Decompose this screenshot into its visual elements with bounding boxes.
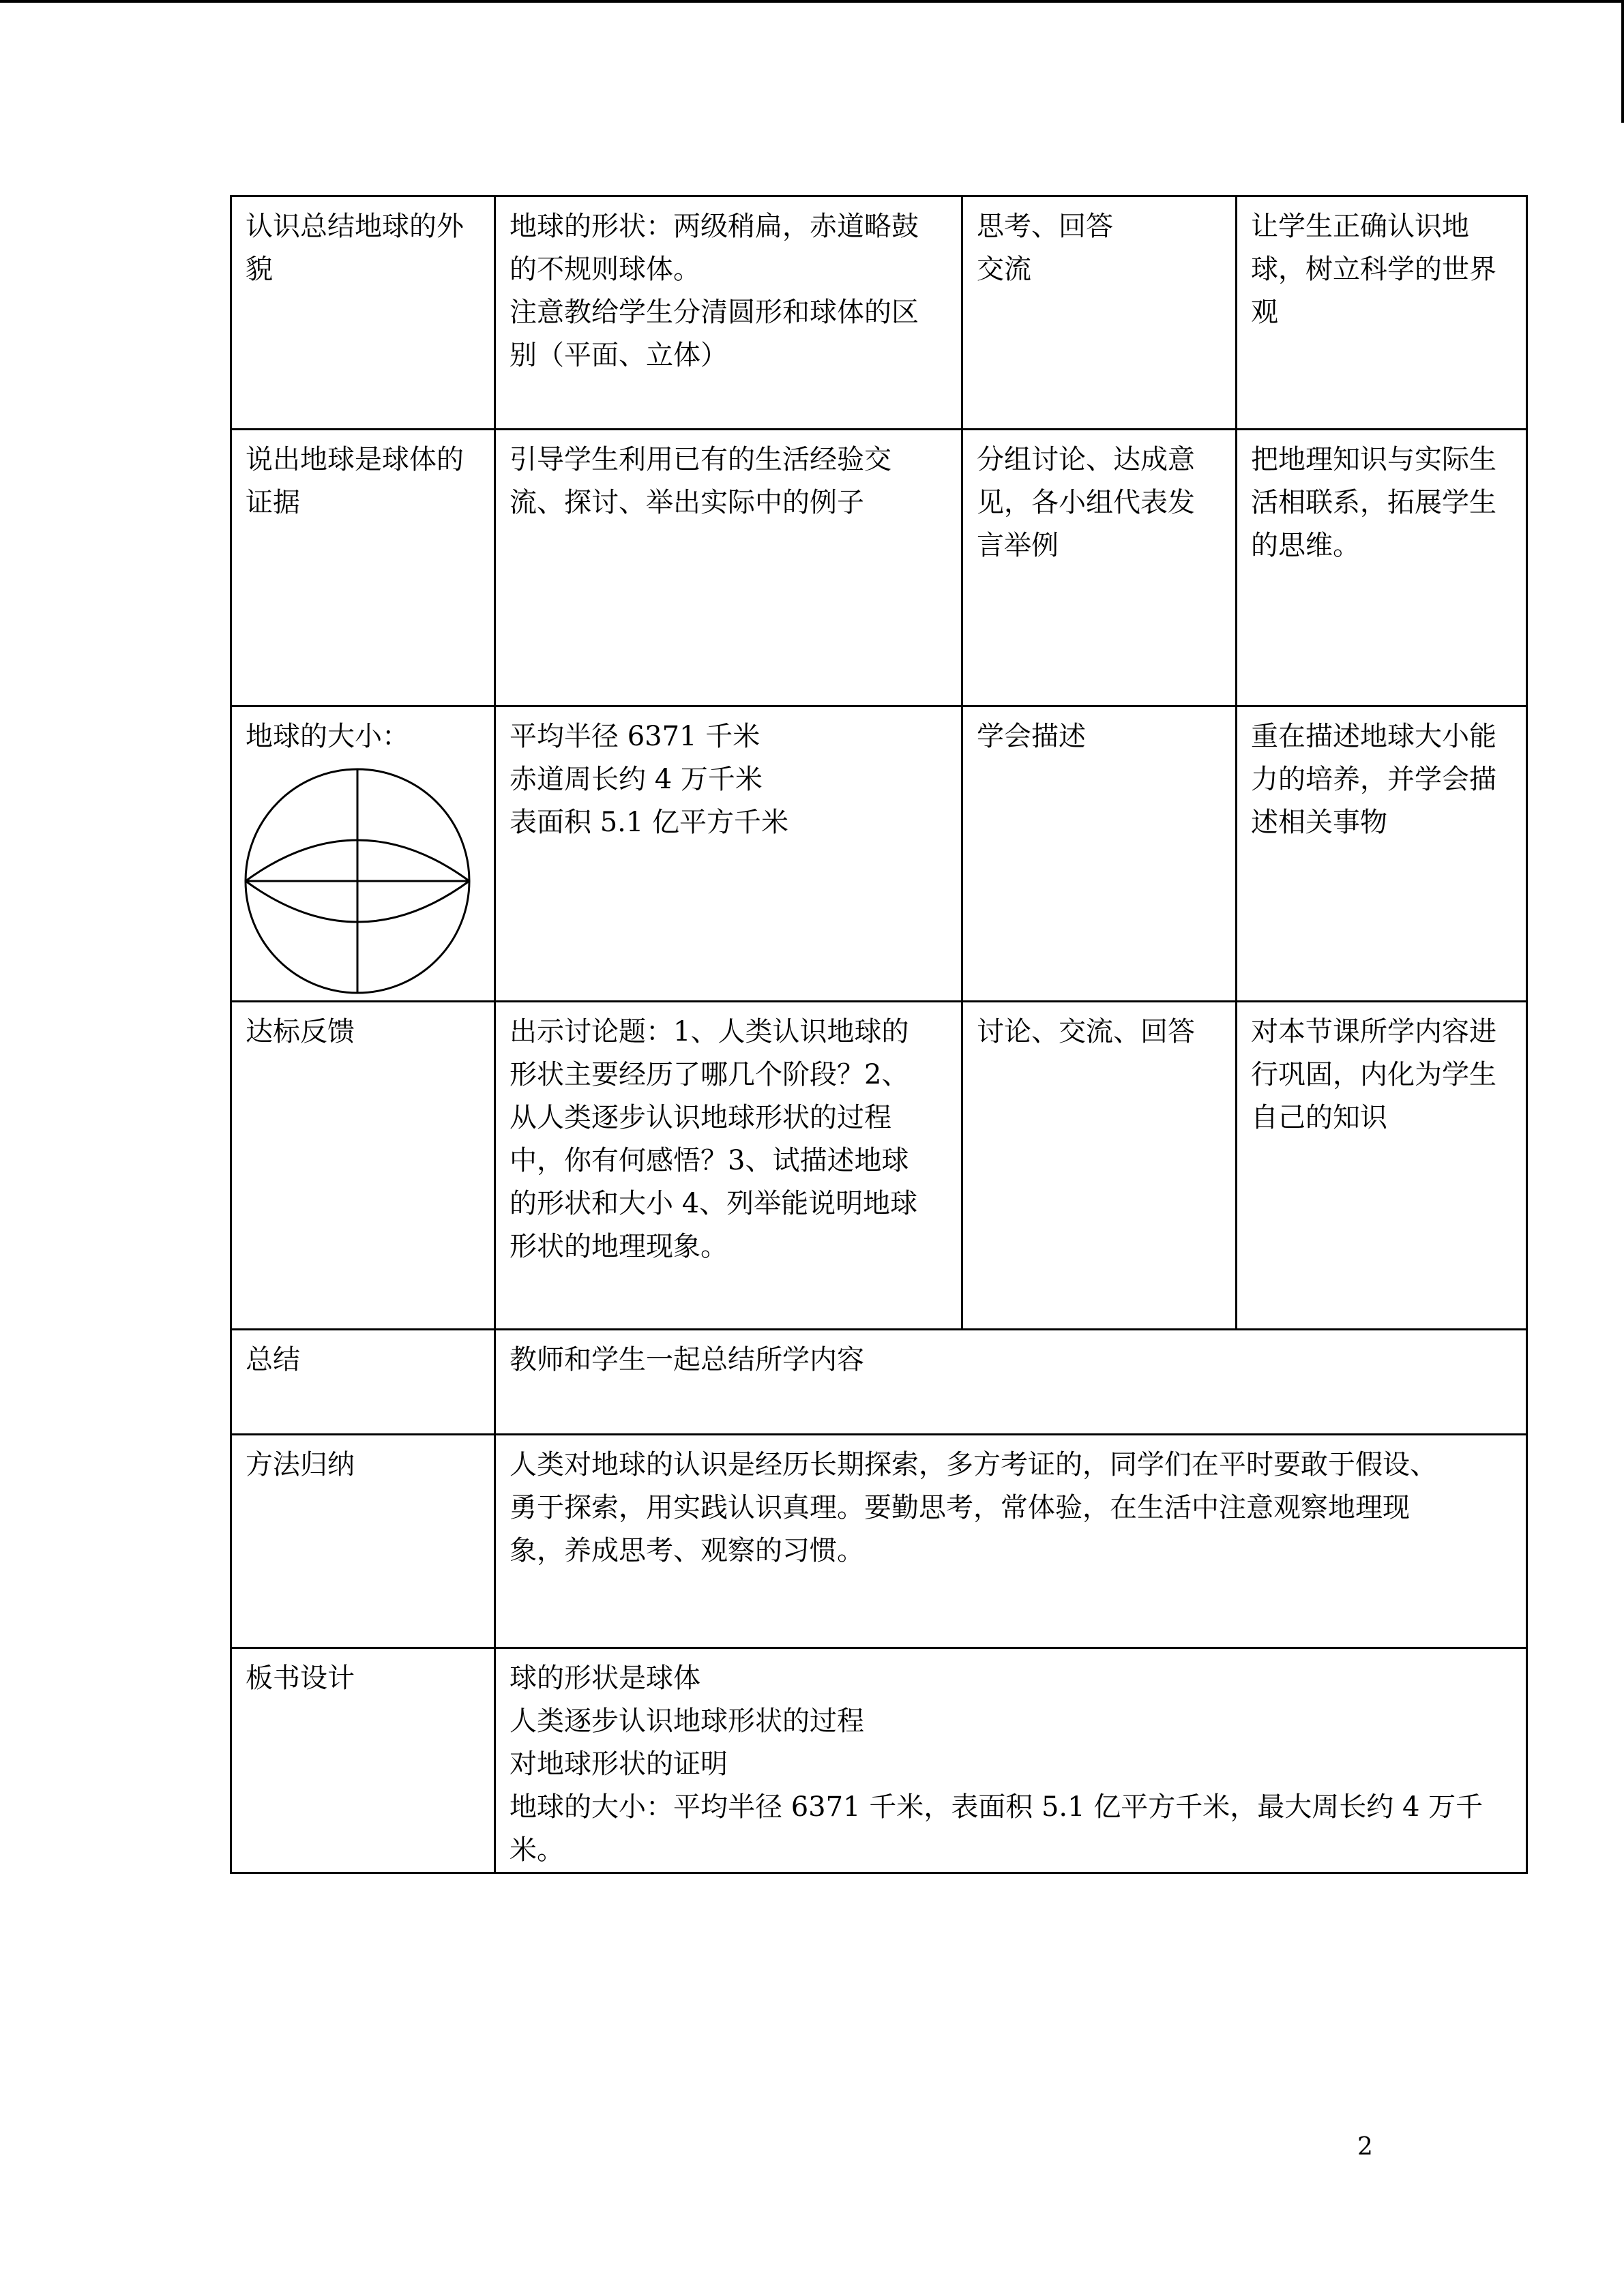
- table-row: [231, 196, 1527, 430]
- cell-line: 认识总结地球的外: [246, 211, 464, 242]
- design-purpose-cell: [1237, 196, 1527, 430]
- topic-cell: [231, 430, 495, 706]
- topic-cell: [231, 706, 495, 1002]
- method-label: 方法归纳: [246, 1449, 355, 1480]
- board-content-cell: [495, 1648, 1527, 1873]
- cell-line: 勇于探索，用实践认识真理。要勤思考，常体验，在生活中注意观察地理现: [510, 1492, 1410, 1523]
- cell-line: 流、探讨、举出实际中的例子: [510, 487, 864, 518]
- page-number: 2: [1357, 2133, 1373, 2161]
- topic-cell: [231, 1002, 495, 1330]
- right-border-line: [1621, 0, 1624, 123]
- cell-line: 让学生正确认识地: [1251, 211, 1469, 242]
- summary-content-cell: [495, 1330, 1527, 1435]
- cell-line: 把地理知识与实际生: [1251, 444, 1496, 475]
- cell-line: 引导学生利用已有的生活经验交: [510, 444, 891, 475]
- cell-line: 活相联系，拓展学生: [1251, 487, 1496, 518]
- cell-line: 米。: [510, 1834, 564, 1866]
- student-activity-cell: [962, 1002, 1237, 1330]
- table-row: [231, 430, 1527, 706]
- cell-line: 地球的大小：平均半径 6371 千米，表面积 5.1 亿平方千米，最大周长约 4 万千: [510, 1791, 1483, 1823]
- cell-line: 象，养成思考、观察的习惯。: [510, 1535, 864, 1566]
- cell-line: 从人类逐步认识地球形状的过程: [510, 1102, 891, 1133]
- cell-line: 人类逐步认识地球形状的过程: [510, 1705, 864, 1737]
- cell-line: 说出地球是球体的: [246, 444, 464, 475]
- cell-line: 行巩固，内化为学生: [1251, 1059, 1496, 1090]
- globe-diagram-icon: [243, 766, 472, 996]
- cell-line: 讨论、交流、回答: [977, 1016, 1195, 1047]
- cell-line: 重在描述地球大小能: [1251, 721, 1496, 752]
- cell-line: 教师和学生一起总结所学内容: [510, 1344, 864, 1375]
- teacher-activity-cell: [495, 1002, 962, 1330]
- cell-line: 的不规则球体。: [510, 254, 700, 285]
- cell-line: 平均半径 6371 千米: [510, 721, 761, 752]
- cell-line: 球，树立科学的世界: [1251, 254, 1496, 285]
- cell-line: 表面积 5.1 亿平方千米: [510, 807, 789, 838]
- cell-line: 观: [1251, 297, 1278, 328]
- student-activity-cell: [962, 196, 1237, 430]
- cell-line: 的形状和大小 4、列举能说明地球: [510, 1188, 918, 1219]
- table-row: [231, 1648, 1527, 1873]
- cell-line: 人类对地球的认识是经历长期探索，多方考证的，同学们在平时要敢于假设、: [510, 1449, 1437, 1480]
- cell-line: 地球的形状：两级稍扁，赤道略鼓: [510, 211, 919, 242]
- method-content-cell: [495, 1435, 1527, 1648]
- table-row: [231, 706, 1527, 1002]
- cell-line: 注意教给学生分清圆形和球体的区: [510, 297, 919, 328]
- board-label: 板书设计: [246, 1663, 355, 1694]
- cell-line: 力的培养，并学会描: [1251, 764, 1496, 795]
- cell-line: 交流: [977, 254, 1031, 285]
- lesson-plan-table: [230, 195, 1528, 1874]
- cell-line: 的思维。: [1251, 530, 1360, 561]
- design-purpose-cell: [1237, 1002, 1527, 1330]
- cell-line: 达标反馈: [246, 1016, 355, 1047]
- cell-line: 学会描述: [977, 721, 1086, 752]
- board-label-cell: [231, 1648, 495, 1873]
- summary-label-cell: [231, 1330, 495, 1435]
- table-row: [231, 1330, 1527, 1435]
- cell-line: 形状主要经历了哪几个阶段？2、: [510, 1059, 909, 1090]
- student-activity-cell: [962, 430, 1237, 706]
- design-purpose-cell: [1237, 430, 1527, 706]
- method-label-cell: [231, 1435, 495, 1648]
- teacher-activity-cell: [495, 706, 962, 1002]
- cell-line: 貌: [246, 254, 273, 285]
- summary-label: 总结: [246, 1344, 300, 1375]
- cell-line: 言举例: [977, 530, 1059, 561]
- cell-line: 地球的大小：: [246, 721, 409, 752]
- design-purpose-cell: [1237, 706, 1527, 1002]
- top-border-line: [0, 0, 1624, 3]
- table-row: [231, 1002, 1527, 1330]
- teacher-activity-cell: [495, 196, 962, 430]
- cell-line: 证据: [246, 487, 300, 518]
- table-row: [231, 1435, 1527, 1648]
- cell-line: 别（平面、立体）: [510, 340, 728, 371]
- cell-line: 思考、回答: [977, 211, 1113, 242]
- cell-line: 出示讨论题：1、人类认识地球的: [510, 1016, 909, 1047]
- cell-line: 对地球形状的证明: [510, 1748, 728, 1780]
- teacher-activity-cell: [495, 430, 962, 706]
- cell-line: 中，你有何感悟？3、试描述地球: [510, 1145, 909, 1176]
- cell-line: 赤道周长约 4 万千米: [510, 764, 763, 795]
- student-activity-cell: [962, 706, 1237, 1002]
- cell-line: 述相关事物: [1251, 807, 1387, 838]
- cell-line: 球的形状是球体: [510, 1663, 700, 1694]
- topic-cell: [231, 196, 495, 430]
- cell-line: 对本节课所学内容进: [1251, 1016, 1496, 1047]
- cell-line: 见，各小组代表发: [977, 487, 1195, 518]
- cell-line: 形状的地理现象。: [510, 1231, 728, 1262]
- cell-line: 自己的知识: [1251, 1102, 1387, 1133]
- cell-line: 分组讨论、达成意: [977, 444, 1195, 475]
